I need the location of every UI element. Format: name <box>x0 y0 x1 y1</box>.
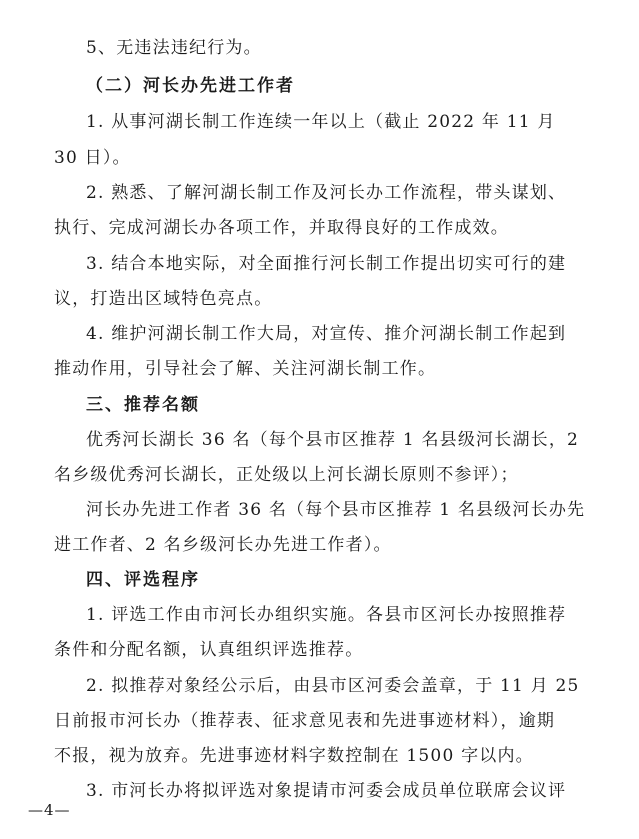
text-line: 不报，视为放弃。先进事迹材料字数控制在 1500 字以内。 <box>54 746 534 766</box>
text-line: 条件和分配名额，认真组织评选推荐。 <box>54 640 364 660</box>
text-line: 30 日）。 <box>54 148 131 168</box>
text-line: 河长办先进工作者 36 名（每个县市区推荐 1 名县级河长办先 <box>86 500 586 520</box>
text-line: 2. 拟推荐对象经公示后，由县市区河委会盖章，于 11 月 25 <box>86 676 580 696</box>
text-line: 执行、完成河湖长办各项工作，并取得良好的工作成效。 <box>54 218 509 238</box>
section-heading: 四、评选程序 <box>86 570 200 590</box>
text-line: 推动作用，引导社会了解、关注河湖长制工作。 <box>54 359 437 379</box>
text-line: 4. 维护河湖长制工作大局，对宣传、推介河湖长制工作起到 <box>86 324 567 344</box>
text-line: 3. 市河长办将拟评选对象提请市河委会成员单位联席会议评 <box>86 781 567 801</box>
text-line: 1. 评选工作由市河长办组织实施。各县市区河长办按照推荐 <box>86 605 567 625</box>
text-line: 2. 熟悉、了解河湖长制工作及河长办工作流程，带头谋划、 <box>86 183 567 203</box>
text-line: 3. 结合本地实际，对全面推行河长制工作提出切实可行的建 <box>86 254 567 274</box>
section-heading: 三、推荐名额 <box>86 395 200 415</box>
text-line: 5、无违法违纪行为。 <box>86 38 262 58</box>
text-line: 优秀河长湖长 36 名（每个县市区推荐 1 名县级河长湖长，2 <box>86 430 580 450</box>
text-line: 日前报市河长办（推荐表、征求意见表和先进事迹材料），逾期 <box>54 711 556 731</box>
text-line: 1. 从事河湖长制工作连续一年以上（截止 2022 年 11 月 <box>86 112 556 132</box>
section-heading: （二）河长办先进工作者 <box>86 76 295 96</box>
text-line: 进工作者、2 名乡级河长办先进工作者）。 <box>54 535 392 555</box>
text-line: 名乡级优秀河长湖长，正处级以上河长湖长原则不参评）； <box>54 465 519 485</box>
text-line: 议，打造出区域特色亮点。 <box>54 289 273 309</box>
page-number: —4— <box>28 801 71 819</box>
